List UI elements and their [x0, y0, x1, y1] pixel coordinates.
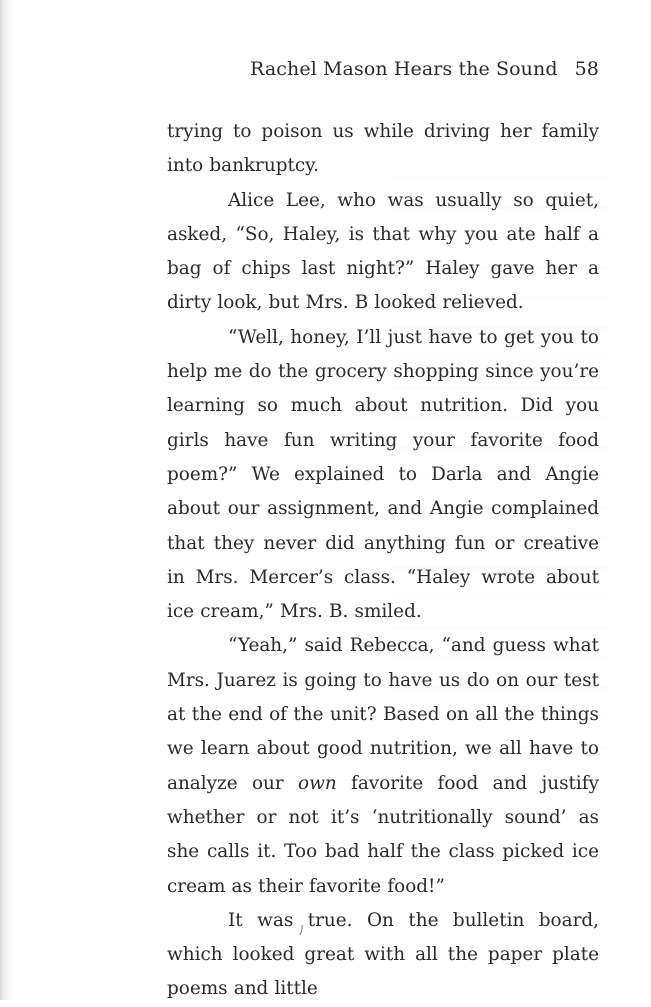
paragraph-3 [167, 321, 599, 630]
paragraph-text: “Well, honey, I’ll just have to get you to help me do the grocery shopping since you’re learning so much about nutrition. Did you girls have fun writing your favorite food poem?” We explained to Darla and Angie about our assignment, and Angie complained that they never did anything fun or creative in Mrs. Mercer’s class. “Haley wrote about ice cream,” Mrs. B. smiled. [167, 326, 599, 623]
ink-speck-icon [297, 924, 305, 936]
paragraph-text: trying to poison us while driving her family into bankruptcy. [167, 121, 599, 177]
paragraph-text: It was true. On the bulletin board, which looked great with all the paper plate poems and little [167, 909, 599, 1000]
paragraph-5 [167, 904, 599, 1007]
ink-speck-mark [297, 924, 305, 940]
paragraph-1 [167, 115, 599, 184]
body-text [167, 115, 599, 1007]
running-title: Rachel Mason Hears the Sound [250, 58, 558, 80]
paragraph-text: Alice Lee, who was usually so quiet, asked, “So, Haley, is that why you ate half a bag of chips last night?” Haley gave her a dirty look, but Mrs. B looked relieved. [167, 189, 599, 314]
paragraph-text: favorite food and justify whether or not it’s ‘nutritionally sound’ as she calls it. Too bad half the class picked ice cream as their favorite food!” [167, 772, 599, 897]
paragraph-2 [167, 184, 599, 321]
paragraph-4 [167, 629, 599, 903]
running-head [250, 58, 599, 84]
page-number: 58 [574, 58, 599, 80]
emphasis-own: own [298, 772, 337, 794]
paragraph-text: “Yeah,” said Rebecca, “and guess what Mrs. Juarez is going to have us do on our test at the end of the unit? Based on all the things we learn about good nutrition, we all have to analyze our [167, 635, 599, 794]
